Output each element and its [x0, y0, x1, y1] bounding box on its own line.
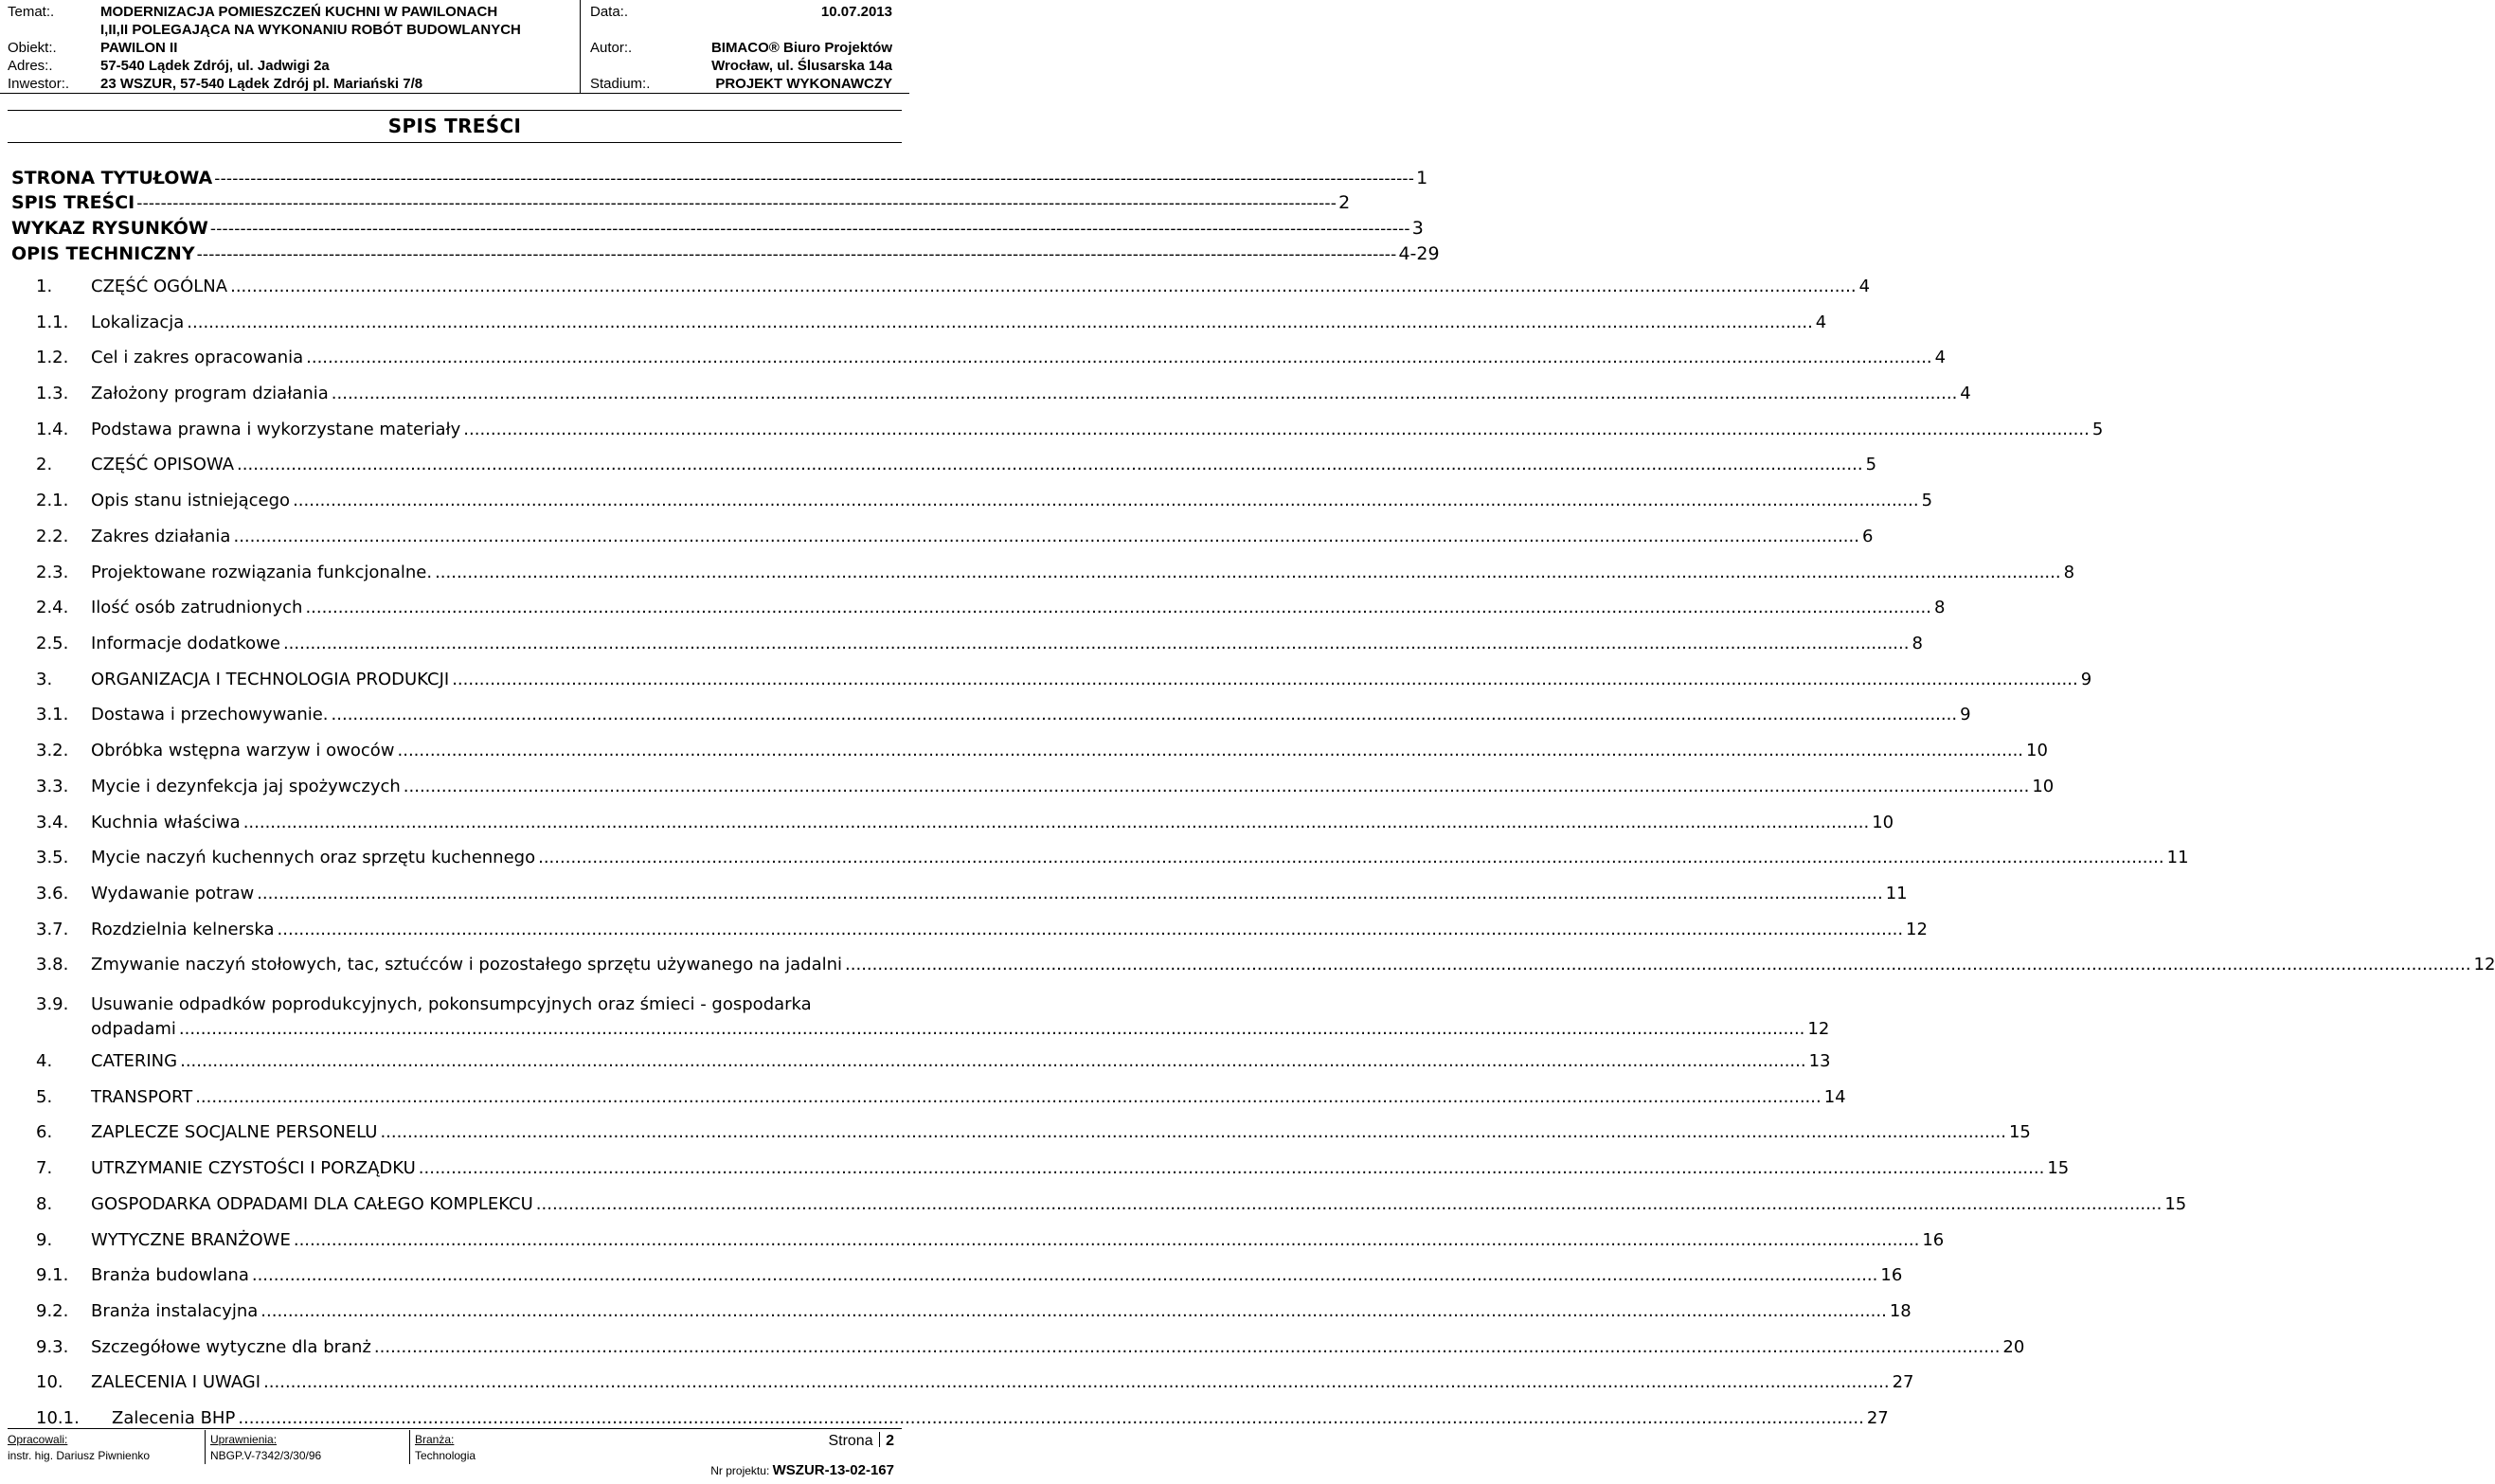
toc-entry-page: 14 [1823, 1087, 1846, 1107]
dot-leader: ............................................................................................................................................................................................................................................................................................................ [277, 920, 1904, 939]
toc-entry-page: 12 [2473, 955, 2495, 974]
toc-entry-text: Dostawa i przechowywanie. [91, 705, 329, 724]
toc-entry[interactable] [36, 882, 1908, 906]
dot-leader: ............................................................................................................................................................................................................................................................................................................ [380, 1122, 2006, 1142]
toc-entry-text: Projektowane rozwiązania funkcjonalne. [91, 563, 433, 582]
toc-entry-number: 9.3. [36, 1337, 69, 1357]
toc-entry-page: 15 [2008, 1122, 2031, 1142]
obiekt-value: PAWILON II [100, 40, 178, 56]
toc-entry-text: Opis stanu istniejącego [91, 491, 291, 510]
main-toc-label: OPIS TECHNICZNY [11, 243, 195, 264]
footer-branza [415, 1432, 476, 1464]
toc-entry-text: Szczegółowe wytyczne dla branż [91, 1337, 371, 1357]
dot-leader: ............................................................................................................................................................................................................................................................................................................ [282, 634, 1910, 653]
toc-entry-number: 6. [36, 1122, 53, 1142]
toc-entry-number: 10. [36, 1372, 63, 1392]
toc-entry-number: 9.1. [36, 1265, 69, 1285]
toc-entry[interactable] [36, 811, 1894, 835]
dash-leader: -------------------------------------------------------------------------------------------------------------------------------------------------------------------------------------------------------- [209, 220, 1410, 239]
toc-entry-text: Obróbka wstępna warzyw i owoców [91, 741, 395, 760]
nr-projektu-label: Nr projektu: [710, 1464, 770, 1477]
autor-value: BIMACO® Biuro Projektów [710, 40, 892, 56]
dot-leader: ............................................................................................................................................................................................................................................................................................................ [293, 1230, 1920, 1250]
toc-entry-text: CZĘŚĆ OGÓLNA [91, 277, 228, 296]
toc-entry-page: 27 [1892, 1372, 1914, 1392]
strona-value: 2 [886, 1433, 894, 1449]
toc-entry-page: 8 [1912, 634, 1923, 653]
toc-entry-number: 5. [36, 1087, 53, 1107]
toc-entry-number: 2. [36, 455, 53, 474]
toc-entry[interactable] [36, 489, 1933, 513]
toc-entry-page: 5 [2091, 420, 2104, 439]
dot-leader: ............................................................................................................................................................................................................................................................................................................ [403, 777, 2030, 796]
toc-entry-number: 3.2. [36, 741, 69, 760]
footer-divider [409, 1430, 410, 1464]
dot-leader: ............................................................................................................................................................................................................................................................................................................ [463, 420, 2090, 439]
toc-entry-page: 12 [1807, 1019, 1830, 1039]
dash-leader: -------------------------------------------------------------------------------------------------------------------------------------------------------------------------------------------------------- [214, 170, 1415, 188]
toc-entry[interactable] [36, 1370, 1914, 1395]
toc-entry-page: 10 [2026, 741, 2048, 760]
stadium-label: Stadium:. [590, 76, 651, 92]
dot-leader: ............................................................................................................................................................................................................................................................................................................ [230, 277, 1857, 296]
toc-entry-page: 15 [2047, 1158, 2070, 1178]
toc-entry[interactable] [36, 918, 1928, 942]
document-footer [0, 1426, 909, 1484]
main-toc-page: 2 [1338, 192, 1351, 213]
branza-label: Branża: [415, 1433, 455, 1446]
toc-entry[interactable] [36, 418, 2104, 442]
toc-entry[interactable] [36, 453, 1877, 477]
toc-entry[interactable] [36, 1263, 1903, 1288]
toc-entry-text: CZĘŚĆ OPISOWA [91, 455, 235, 474]
dot-leader: ............................................................................................................................................................................................................................................................................................................ [373, 1337, 2001, 1357]
toc-entry-number: 3.1. [36, 705, 69, 724]
toc-entry-text: CATERING [91, 1051, 178, 1071]
temat-value-line2: I,II,II POLEGAJĄCA NA WYKONANIU ROBÓT BUDOWLANYCH [100, 22, 521, 38]
toc-entry-number: 9.2. [36, 1301, 69, 1321]
toc-entry-text: Branża instalacyjna [91, 1301, 259, 1321]
page-title: SPIS TREŚCI [387, 115, 522, 137]
toc-entry-page: 10 [2032, 777, 2055, 796]
dot-leader: ............................................................................................................................................................................................................................................................................................................ [187, 313, 1813, 332]
temat-label: Temat:. [8, 4, 55, 20]
inwestor-value: 23 WSZUR, 57-540 Lądek Zdrój pl. Mariański 7/8 [100, 76, 423, 92]
dot-leader: ............................................................................................................................................................................................................................................................................................................ [242, 813, 1870, 832]
toc-entry-text: GOSPODARKA ODPADAMI DLA CAŁEGO KOMPLEKCU [91, 1194, 533, 1214]
toc-entry[interactable] [36, 346, 1947, 370]
toc-entry[interactable] [36, 1085, 1846, 1110]
opracowali-value: instr. hig. Dariusz Piwnienko [8, 1449, 151, 1462]
toc-entry-number: 9. [36, 1230, 53, 1250]
page-number [828, 1432, 894, 1450]
toc-entry-text: Mycie naczyń kuchennych oraz sprzętu kuchennego [91, 848, 536, 867]
toc-entry-page: 12 [1906, 920, 1928, 939]
toc-entry-page: 13 [1808, 1051, 1831, 1071]
dot-leader: ............................................................................................................................................................................................................................................................................................................ [178, 1019, 1805, 1039]
toc-entry-page: 5 [1865, 455, 1877, 474]
toc-entry-number: 8. [36, 1194, 53, 1214]
toc-entry-continuation [91, 1017, 1830, 1042]
toc-entry-number: 2.2. [36, 527, 69, 546]
adres-value: 57-540 Lądek Zdrój, ul. Jadwigi 2a [100, 58, 330, 74]
dot-leader: ............................................................................................................................................................................................................................................................................................................ [435, 563, 2061, 582]
toc-entry-number: 1.3. [36, 384, 69, 403]
toc-entry-page: 11 [2166, 848, 2189, 867]
toc-entry-text: Branża budowlana [91, 1265, 249, 1285]
toc-entry[interactable] [36, 632, 1923, 656]
dot-leader: ............................................................................................................................................................................................................................................................................................................ [238, 1408, 1864, 1428]
toc-entry[interactable] [36, 1156, 2070, 1181]
dot-leader: ............................................................................................................................................................................................................................................................................................................ [418, 1158, 2045, 1178]
toc-entry-number: 10.1. [36, 1408, 80, 1428]
toc-entry-page: 6 [1861, 527, 1874, 546]
toc-entry-number: 7. [36, 1158, 53, 1178]
toc-entry-number: 1.1. [36, 313, 69, 332]
branza-value: Technologia [415, 1449, 476, 1462]
toc-entry-page: 10 [1872, 813, 1894, 832]
dot-leader: ............................................................................................................................................................................................................................................................................................................ [452, 670, 2078, 689]
toc-entry-page: 18 [1889, 1301, 1912, 1321]
temat-value: MODERNIZACJA POMIESZCZEŃ KUCHNI W PAWILONACH [100, 4, 498, 20]
nr-projektu-value: WSZUR-13-02-167 [772, 1462, 894, 1478]
dot-leader: ............................................................................................................................................................................................................................................................................................................ [263, 1372, 1890, 1392]
toc-entry-text: Podstawa prawna i wykorzystane materiały [91, 420, 461, 439]
stadium-value: PROJEKT WYKONAWCZY [715, 76, 892, 92]
dot-leader: ............................................................................................................................................................................................................................................................................................................ [237, 455, 1863, 474]
toc-entry-text: Wydawanie potraw [91, 884, 255, 903]
toc-entry-text: TRANSPORT [91, 1087, 193, 1107]
toc-entry-page: 16 [1880, 1265, 1903, 1285]
dash-leader: -------------------------------------------------------------------------------------------------------------------------------------------------------------------------------------------------------- [136, 194, 1337, 213]
main-toc-page: 1 [1416, 168, 1428, 188]
toc-entry-page: 5 [1921, 491, 1933, 510]
uprawnienia-label: Uprawnienia: [210, 1433, 278, 1446]
toc-entry-text-line2: odpadami [91, 1019, 176, 1039]
toc-entry-text: Rozdzielnia kelnerska [91, 920, 275, 939]
toc-entry-page: 16 [1922, 1230, 1945, 1250]
toc-entry[interactable] [36, 525, 1874, 549]
toc-entry-number: 3.3. [36, 777, 69, 796]
toc-entry-text: ZAPLECZE SOCJALNE PERSONELU [91, 1122, 378, 1142]
toc-entry-text: Założony program działania [91, 384, 329, 403]
dot-leader: ............................................................................................................................................................................................................................................................................................................ [293, 491, 1919, 510]
toc-entry-text: Ilość osób zatrudnionych [91, 598, 303, 617]
toc-entry[interactable] [36, 668, 2092, 692]
toc-entry-text: UTRZYMANIE CZYSTOŚCI I PORZĄDKU [91, 1158, 416, 1178]
toc-entry-page: 11 [1885, 884, 1908, 903]
dot-leader: ............................................................................................................................................................................................................................................................................................................ [260, 1301, 1887, 1321]
toc-entry-text: Zakres działania [91, 527, 231, 546]
dash-leader: -------------------------------------------------------------------------------------------------------------------------------------------------------------------------------------------------------- [196, 245, 1397, 264]
dot-leader: ............................................................................................................................................................................................................................................................................................................ [845, 955, 2471, 974]
toc-entry-number: 2.1. [36, 491, 69, 510]
toc-entry-number: 2.4. [36, 598, 69, 617]
dot-leader: ............................................................................................................................................................................................................................................................................................................ [195, 1087, 1822, 1107]
toc-entry[interactable] [36, 1120, 2031, 1145]
dot-leader: ............................................................................................................................................................................................................................................................................................................ [331, 705, 1958, 724]
toc-entry[interactable] [36, 561, 2075, 585]
toc-entry-text: Usuwanie odpadków poprodukcyjnych, pokonsumpcyjnych oraz śmieci - gospodarka [91, 994, 812, 1014]
toc-entry-text: Zalecenia BHP [112, 1408, 236, 1428]
dot-leader: ............................................................................................................................................................................................................................................................................................................ [306, 348, 1932, 367]
toc-entry[interactable] [36, 1299, 1912, 1324]
adres-label: Adres:. [8, 58, 53, 74]
toc-entry-number: 1.2. [36, 348, 69, 367]
data-value: 10.07.2013 [820, 4, 892, 20]
toc-entry-number: 1.4. [36, 420, 69, 439]
dot-leader: ............................................................................................................................................................................................................................................................................................................ [397, 741, 2024, 760]
toc-entry-number: 1. [36, 277, 53, 296]
toc-entry-page: 9 [2080, 670, 2092, 689]
toc-entry-text: WYTYCZNE BRANŻOWE [91, 1230, 291, 1250]
toc-entry[interactable] [36, 1228, 1945, 1253]
main-toc-label: WYKAZ RYSUNKÓW [11, 218, 208, 239]
footer-divider [205, 1430, 206, 1464]
dot-leader: ............................................................................................................................................................................................................................................................................................................ [257, 884, 1883, 903]
toc-entry-text: ORGANIZACJA I TECHNOLOGIA PRODUKCJI [91, 670, 450, 689]
toc-entry[interactable] [36, 953, 2495, 977]
toc-entry-page: 9 [1960, 705, 1971, 724]
toc-entry-page: 8 [1933, 598, 1946, 617]
toc-entry-page: 15 [2164, 1194, 2187, 1214]
main-toc-label: SPIS TREŚCI [11, 192, 135, 213]
toc-entry-text: Zmywanie naczyń stołowych, tac, sztućców i pozostałego sprzętu używanego na jadalni [91, 955, 843, 974]
toc-entry-number: 3.5. [36, 848, 69, 867]
toc-entry[interactable] [36, 1049, 1831, 1074]
toc-entry-number: 3.6. [36, 884, 69, 903]
opracowali-label: Opracowali: [8, 1433, 68, 1446]
toc-entry-text: Informacje dodatkowe [91, 634, 280, 653]
toc-entry-text: Kuchnia właściwa [91, 813, 241, 832]
dot-leader: ............................................................................................................................................................................................................................................................................................................ [251, 1265, 1878, 1285]
toc-entry-page: 8 [2063, 563, 2075, 582]
toc-entry-text: Lokalizacja [91, 313, 185, 332]
dot-leader: ............................................................................................................................................................................................................................................................................................................ [305, 598, 1931, 617]
toc-entry-page: 4 [1934, 348, 1947, 367]
dot-leader: ............................................................................................................................................................................................................................................................................................................ [233, 527, 1859, 546]
toc-entry[interactable] [36, 382, 1971, 406]
toc-entry-number: 3.7. [36, 920, 69, 939]
toc-entry-number: 3.9. [36, 994, 69, 1014]
dot-leader: ............................................................................................................................................................................................................................................................................................................ [535, 1194, 2163, 1214]
autor-label: Autor:. [590, 40, 633, 56]
toc-entry[interactable] [36, 275, 1871, 299]
page-number-separator [879, 1432, 881, 1447]
toc-entry[interactable] [36, 311, 1827, 335]
footer-top-rule [8, 1428, 902, 1429]
dot-leader: ............................................................................................................................................................................................................................................................................................................ [538, 848, 2164, 867]
toc-entry-page: 27 [1866, 1408, 1889, 1428]
toc-entry-number: 2.5. [36, 634, 69, 653]
footer-uprawnienia [210, 1432, 321, 1464]
toc-entry-text: ZALECENIA I UWAGI [91, 1372, 261, 1392]
footer-opracowali [8, 1432, 150, 1464]
toc-entry-page: 20 [2002, 1337, 2025, 1357]
dot-leader: ............................................................................................................................................................................................................................................................................................................ [180, 1051, 1806, 1071]
data-label: Data:. [590, 4, 629, 20]
main-toc-page: 3 [1411, 218, 1424, 239]
dot-leader: ............................................................................................................................................................................................................................................................................................................ [331, 384, 1958, 403]
inwestor-label: Inwestor:. [8, 76, 70, 92]
main-toc-page: 4-29 [1398, 243, 1440, 264]
toc-entry-number: 3.8. [36, 955, 69, 974]
toc-entry[interactable] [36, 703, 1971, 727]
toc-entry-page: 4 [1858, 277, 1871, 296]
toc-entry-text: Cel i zakres opracowania [91, 348, 304, 367]
toc-entry-page: 4 [1815, 313, 1827, 332]
toc-entry[interactable] [36, 1192, 2187, 1217]
toc-entry-number: 2.3. [36, 563, 69, 582]
toc-entry-number: 3.4. [36, 813, 69, 832]
toc-entry[interactable] [36, 739, 2048, 763]
main-toc-label: STRONA TYTUŁOWA [11, 168, 213, 188]
toc-entry[interactable] [36, 596, 1946, 620]
toc-entry-page: 4 [1960, 384, 1971, 403]
obiekt-label: Obiekt:. [8, 40, 57, 56]
strona-label: Strona [828, 1433, 873, 1449]
toc-entry[interactable] [36, 775, 2055, 799]
toc-entry-number: 3. [36, 670, 53, 689]
toc-entry[interactable] [36, 846, 2189, 870]
project-number [710, 1462, 894, 1478]
toc-entry[interactable] [36, 1335, 2025, 1360]
uprawnienia-value: NBGP.V-7342/3/30/96 [210, 1449, 322, 1462]
autor-address: Wrocław, ul. Ślusarska 14a [711, 58, 892, 74]
toc-entry-text: Mycie i dezynfekcja jaj spożywczych [91, 777, 401, 796]
toc-entry-number: 4. [36, 1051, 53, 1071]
toc-entry-multiline[interactable] [36, 992, 1830, 1042]
